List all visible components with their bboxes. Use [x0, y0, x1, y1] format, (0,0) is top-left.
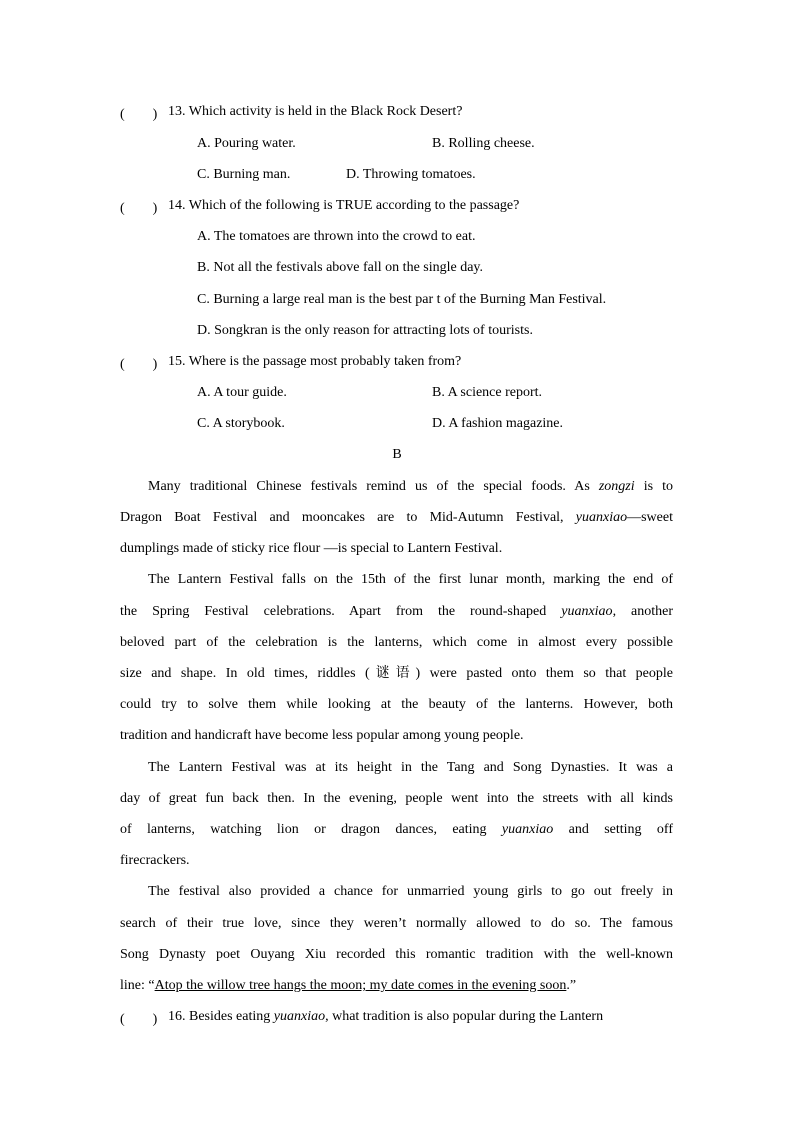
- question-stem: 14. Which of the following is TRUE according to the passage?: [168, 198, 520, 213]
- underlined-quote: Atop the willow tree hangs the moon; my date comes in the evening soon: [154, 978, 567, 993]
- text-line: The Lantern Festival was at its height in the Tang and Song Dynasties. It was a: [148, 760, 673, 775]
- option-a: A. The tomatoes are thrown into the crowd to eat.: [197, 229, 476, 244]
- text-line: tradition and handicraft have become less popular among young people.: [120, 728, 524, 743]
- text-line: Many traditional Chinese festivals remind us of the special foods. As zongzi is to: [148, 479, 674, 494]
- text-line: the Spring Festival celebrations. Apart from the round-shaped yuanxiao, another: [120, 604, 674, 619]
- text-line: search of their true love, since they weren’t normally allowed to do so. The famous: [120, 916, 673, 931]
- option-c: C. A storybook.: [197, 416, 285, 431]
- text-line: beloved part of the celebration is the lanterns, which come in almost every possible: [120, 635, 673, 650]
- pinyin-term: zongzi: [598, 479, 635, 494]
- option-b: B. Rolling cheese.: [432, 136, 535, 151]
- pinyin-term: yuanxiao: [575, 510, 628, 525]
- question-stem: 15. Where is the passage most probably taken from?: [168, 354, 462, 369]
- option-b: B. Not all the festivals above fall on the single day.: [197, 260, 484, 275]
- text-line: Song Dynasty poet Ouyang Xiu recorded this romantic tradition with the well-known: [120, 947, 673, 962]
- pinyin-term: yuanxiao: [561, 604, 613, 619]
- text-line: size and shape. In old times, riddles (谜语) were pasted onto them so that people: [120, 666, 673, 681]
- option-c: C. Burning man.: [197, 167, 291, 182]
- option-c: C. Burning a large real man is the best par t of the Burning Man Festival.: [197, 292, 607, 307]
- text-line: could try to solve them while looking at the beauty of the lanterns. However, both: [120, 697, 673, 712]
- text-line: The festival also provided a chance for unmarried young girls to go out freely in: [148, 884, 673, 899]
- option-d: D. Throwing tomatoes.: [346, 167, 476, 182]
- text-line: dumplings made of sticky rice flour —is special to Lantern Festival.: [120, 541, 503, 556]
- option-a: A. A tour guide.: [197, 385, 287, 400]
- answer-blank[interactable]: ( ): [120, 357, 158, 372]
- option-a: A. Pouring water.: [197, 136, 296, 151]
- text-line: The Lantern Festival falls on the 15th of the first lunar month, marking the end of: [148, 572, 673, 587]
- question-stem: 13. Which activity is held in the Black Rock Desert?: [168, 104, 463, 119]
- answer-blank[interactable]: ( ): [120, 1012, 158, 1027]
- question-stem: 16. Besides eating yuanxiao, what tradition is also popular during the Lantern: [168, 1009, 604, 1024]
- option-d: D. Songkran is the only reason for attracting lots of tourists.: [197, 323, 533, 338]
- pinyin-term: yuanxiao: [273, 1009, 326, 1024]
- text-line: of lanterns, watching lion or dragon dances, eating yuanxiao and setting off: [120, 822, 673, 837]
- text-line: Dragon Boat Festival and mooncakes are to Mid-Autumn Festival, yuanxiao—sweet: [120, 510, 673, 525]
- text-line: firecrackers.: [120, 853, 190, 868]
- section-heading: B: [392, 447, 402, 462]
- text-line: day of great fun back then. In the evening, people went into the streets with all kinds: [120, 791, 673, 806]
- option-b: B. A science report.: [432, 385, 543, 400]
- pinyin-term: yuanxiao: [501, 822, 554, 837]
- text-line: line: “Atop the willow tree hangs the moon; my date comes in the evening soon.”: [120, 978, 577, 993]
- answer-blank[interactable]: ( ): [120, 107, 158, 122]
- option-d: D. A fashion magazine.: [432, 416, 564, 431]
- answer-blank[interactable]: ( ): [120, 201, 158, 216]
